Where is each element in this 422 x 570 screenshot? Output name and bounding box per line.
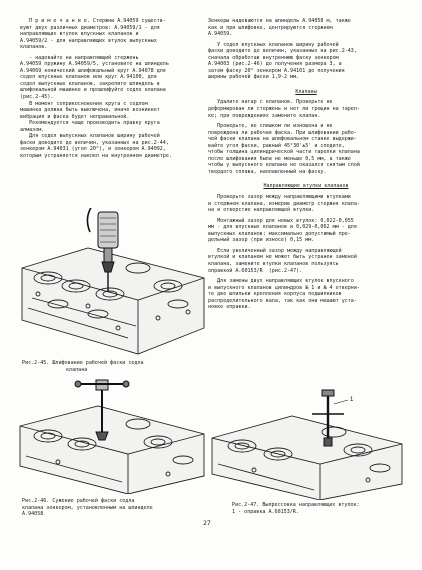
text-line: вуют двух различных диаметров: А.94059/1 - для: [20, 24, 160, 31]
caption-line: 1 - оправка А.60153/R.: [232, 508, 299, 515]
text-line: фаски доводите до величин, указанных на рис.2-44,: [20, 139, 169, 146]
figure-2-45-illustration: [18, 208, 206, 356]
text-line: втулкой и клапаном не может быть устранен заменой: [208, 254, 357, 261]
text-line: Рекомендуется чаще производить правку круга: [20, 120, 160, 127]
text-line: чтобы толщина цилиндрической части тарелки клапана: [208, 149, 360, 156]
text-line: направляющих втулок впускных клапанов и: [20, 31, 139, 38]
text-line: Удалите нагар с клапанов. Проверьте не: [208, 99, 333, 106]
note-paragraph: [20, 18, 200, 51]
paragraph: [208, 194, 404, 214]
figure-2-45-caption: [22, 360, 144, 373]
caption-line: Рис.2-45. Шлифование рабочей фаски седла: [22, 360, 144, 366]
text-line: седел выпускных клапанов, закрепите шпиндель в: [20, 80, 160, 87]
text-line: дельный зазор (при износе) 0,15 мм.: [208, 237, 315, 244]
text-line: те две шпильки крепления корпуса подшипников: [208, 291, 342, 298]
caption-line: клапана зенкером, установленным на шпинделе: [22, 504, 153, 511]
text-line: сначала обработав внутреннюю фаску зенкером: [208, 54, 339, 61]
figure-2-46-illustration: [18, 376, 206, 494]
text-line: алмазом.: [20, 126, 45, 133]
svg-text:1: 1: [350, 397, 354, 403]
text-line: Зенкеры надеваются на шпиндель А.94058 м, также: [208, 18, 351, 24]
text-line: клапанов.: [20, 44, 48, 51]
text-line: Проверьте зазор между направляющими втулками: [208, 194, 351, 201]
text-line: Для седел выпускных клапанов ширину рабочей: [20, 133, 160, 140]
figure-2-46-caption: [22, 498, 153, 518]
text-line: В момент соприкосновения круга с седлом: [20, 100, 148, 107]
text-line: новке оправки.: [208, 304, 251, 311]
text-line: затем фаску 20° зенкером А.94101 до получения: [208, 67, 345, 74]
text-line: А.94059.: [208, 31, 233, 38]
page-number: 27: [203, 519, 211, 527]
text-line: (рис.2-45).: [20, 94, 54, 101]
text-line: А.94003 (рис.2-46) до получения размера 3, а: [208, 61, 342, 68]
text-line: клапана, замените втулки клапанов пользуясь: [208, 260, 339, 267]
text-line: фаски доводите до величин, указанных на рис.2-43,: [208, 48, 357, 55]
caption-line: Рис.2-47. Выпрессовка направляющих втулок:: [232, 502, 360, 508]
paragraph: [20, 101, 200, 121]
caption-line: клапана: [66, 366, 88, 373]
paragraph: [20, 133, 200, 159]
text-line: выпускных клапанов; максимально допустимый пре-: [208, 230, 351, 237]
paragraph: [208, 123, 404, 175]
text-line: вибрация и фаска будет неправильной.: [20, 113, 130, 120]
text-line: Проверьте, не слишком ли изношена и не: [208, 123, 333, 130]
section-heading-valve-guides: Направляющие втулки клапанов: [263, 183, 349, 190]
text-line: и стержнем клапана, измерив диаметр стержня клапа-: [208, 200, 360, 207]
text-line: - надевайте на направляющий стержень: [20, 54, 139, 61]
text-line: распределительного вала, так как они мешают уста-: [208, 297, 357, 304]
text-line: шлифовальной машинке и прошлифуйте седло клапана: [20, 87, 166, 94]
text-line: после шлифования была не меньше 0,5 мм, а также: [208, 155, 351, 162]
text-line: Монтажный зазор для новых втулок: 0,022-0,055: [208, 217, 354, 224]
text-line: и выпускного клапанов цилиндров № 1 и № 4 отверни-: [208, 284, 360, 291]
figure-2-47-caption: [232, 502, 360, 515]
text-line: вайте угол фаски, равный 45°30'±5' и следите,: [208, 142, 345, 149]
text-line: чей фаски клапана на шлифовальном станке выдержи-: [208, 136, 357, 143]
paragraph: [208, 99, 404, 119]
text-line: Для замены двух направляющих втулок впускного: [208, 278, 354, 285]
text-line: чтобы у выпускного клапана не оказался снятым слой: [208, 162, 360, 169]
paragraph: [20, 120, 200, 133]
callout-label: [334, 397, 354, 404]
text-line: деформирован ли стержень и нет ли трещин на тарел-: [208, 106, 360, 113]
caption-line: А.94058: [22, 511, 44, 518]
text-line: Если увеличенный зазор между направляющей: [208, 247, 342, 254]
text-line: У седел впускных клапанов ширину рабочей: [208, 41, 339, 48]
paragraph: [208, 278, 404, 311]
paragraph: [208, 218, 404, 244]
text-line: мм - для впускных клапанов и 0,029-0,062 мм - для: [208, 224, 357, 231]
figure-2-47-illustration: [208, 388, 404, 500]
left-text-column: [20, 18, 200, 159]
text-line: которым устраняется наклеп на внутреннем диаметре.: [20, 152, 172, 159]
text-line: А.94059/2 - для направляющих втулок выпускных: [20, 37, 157, 44]
paragraph: [208, 42, 404, 81]
text-line: машинка должна быть выключена, иначе возникнет: [20, 107, 160, 114]
paragraph: [20, 55, 200, 101]
right-text-column: [208, 18, 404, 311]
section-heading-valves: Клапаны: [295, 88, 317, 95]
text-line: оправкой А.60153/R (рис.2-47).: [208, 267, 303, 274]
text-line: на и отверстие направляющей втулки.: [208, 207, 315, 214]
text-line: как и при шлифовке, центрируются стержнем: [208, 24, 333, 31]
text-line: седел впускных клапанов или круг А.94100, для: [20, 74, 157, 81]
text-line: А.94069 конический шлифовальный круг А.94078 для: [20, 67, 166, 74]
paragraph: [208, 248, 404, 274]
text-line: П р и м е ч а н и е. Стержни А.94059 существ-: [20, 18, 166, 24]
text-line: твердого сплава, наплавленный на фаску.: [208, 168, 327, 175]
caption-line: Рис.2-46. Сужение рабочей фаски седла: [22, 498, 135, 504]
text-line: зенкером А.94031 (угол 20°), и зенкером А.94092,: [20, 146, 166, 153]
text-line: ширины рабочей фаски 1,9-2 мм.: [208, 74, 300, 81]
text-line: ке; при повреждениях замените клапан.: [208, 112, 321, 119]
text-line: А.94059 пружину А.94059/5, установите на шпиндель: [20, 61, 169, 68]
paragraph: [208, 18, 404, 38]
text-line: повреждена ли рабочая фаска. При шлифовании рабо-: [208, 129, 357, 136]
